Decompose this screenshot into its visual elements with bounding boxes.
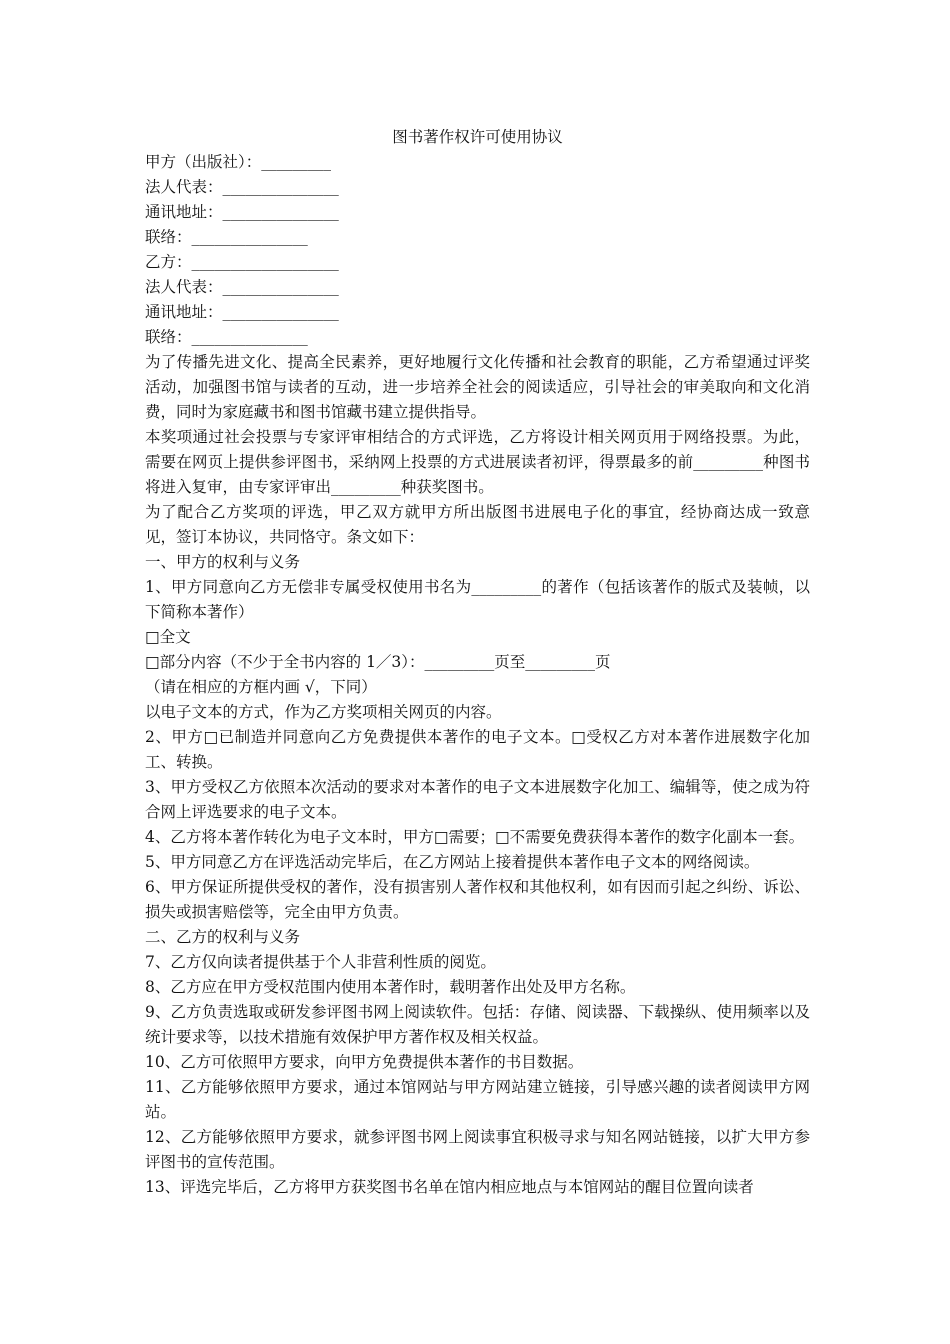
party-b-contact: 联络：_______________	[145, 328, 308, 346]
usage-method: 以电子文本的方式，作为乙方奖项相关网页的内容。	[145, 703, 502, 721]
party-a-address: 通讯地址：_______________	[145, 203, 339, 221]
party-b-address: 通讯地址：_______________	[145, 303, 339, 321]
checkbox-instruction: （请在相应的方框内画 √，下同）	[145, 678, 377, 696]
party-b-name: 乙方：___________________	[145, 253, 339, 271]
clause-4: 4、乙方将本著作转化为电子文本时，甲方□需要；□不需要免费获得本著作的数字化副本一套。	[145, 828, 805, 846]
intro-paragraph-voting: 本奖项通过社会投票与专家评审相结合的方式评选，乙方将设计相关网页用于网络投票。为此，需要在网页上提供参评图书，采纳网上投票的方式进展读者初评，得票最多的前_________种图书将进入复审，由专家评审出_________种获奖图书。	[145, 428, 810, 496]
intro-paragraph-purpose: 为了传播先进文化、提高全民素养，更好地履行文化传播和社会教育的职能，乙方希望通过评奖活动，加强图书馆与读者的互动，进一步培养全社会的阅读适应，引导社会的审美取向和文化消费，同时为家庭藏书和图书馆藏书建立提供指导。	[145, 353, 810, 421]
section-2-heading: 二、乙方的权利与义务	[145, 928, 301, 946]
clause-9: 9、乙方负责选取或研发参评图书网上阅读软件。包括：存储、阅读器、下载操纵、使用频率以及统计要求等，以技术措施有效保护甲方著作权及相关权益。	[145, 1003, 810, 1046]
clause-3: 3、甲方受权乙方依照本次活动的要求对本著作的电子文本进展数字化加工、编辑等，使之成为符合网上评选要求的电子文本。	[145, 778, 810, 821]
document-body	[145, 124, 810, 1200]
party-a-legal-rep: 法人代表：_______________	[145, 178, 339, 196]
party-a-contact: 联络：_______________	[145, 228, 308, 246]
document-title: 图书著作权许可使用协议	[392, 128, 563, 146]
clause-11: 11、乙方能够依照甲方要求，通过本馆网站与甲方网站建立链接，引导感兴趣的读者阅读甲方网站。	[145, 1078, 810, 1121]
clause-1: 1、甲方同意向乙方无偿非专属受权使用书名为_________的著作（包括该著作的版式及装帧，以下简称本著作）	[145, 578, 810, 621]
option-partial-content: □部分内容（不少于全书内容的 1／3）：_________页至_________页	[145, 653, 611, 671]
party-info	[145, 150, 810, 350]
clause-2: 2、甲方□已制造并同意向乙方免费提供本著作的电子文本。□受权乙方对本著作进展数字化加工、转换。	[145, 728, 810, 771]
party-b-legal-rep: 法人代表：_______________	[145, 278, 339, 296]
clause-10: 10、乙方可依照甲方要求，向甲方免费提供本著作的书目数据。	[145, 1053, 584, 1071]
clause-6: 6、甲方保证所提供受权的著作，没有损害别人著作权和其他权利，如有因而引起之纠纷、诉讼、损失或损害赔偿等，完全由甲方负责。	[145, 878, 810, 921]
section-1-heading: 一、甲方的权利与义务	[145, 553, 301, 571]
clause-13: 13、评选完毕后，乙方将甲方获奖图书名单在馆内相应地点与本馆网站的醒目位置向读者	[145, 1178, 754, 1196]
party-a-name: 甲方（出版社）：_________	[145, 153, 332, 171]
option-full-text: □全文	[145, 628, 191, 646]
intro-paragraph-agreement: 为了配合乙方奖项的评选，甲乙双方就甲方所出版图书进展电子化的事宜，经协商达成一致意见，签订本协议，共同恪守。条文如下：	[145, 503, 810, 546]
clause-7: 7、乙方仅向读者提供基于个人非营利性质的阅览。	[145, 953, 496, 971]
clause-8: 8、乙方应在甲方受权范围内使用本著作时，载明著作出处及甲方名称。	[145, 978, 636, 996]
clause-12: 12、乙方能够依照甲方要求，就参评图书网上阅读事宜积极寻求与知名网站链接，以扩大甲方参评图书的宣传范围。	[145, 1128, 810, 1171]
clause-5: 5、甲方同意乙方在评选活动完毕后，在乙方网站上接着提供本著作电子文本的网络阅读。	[145, 853, 760, 871]
